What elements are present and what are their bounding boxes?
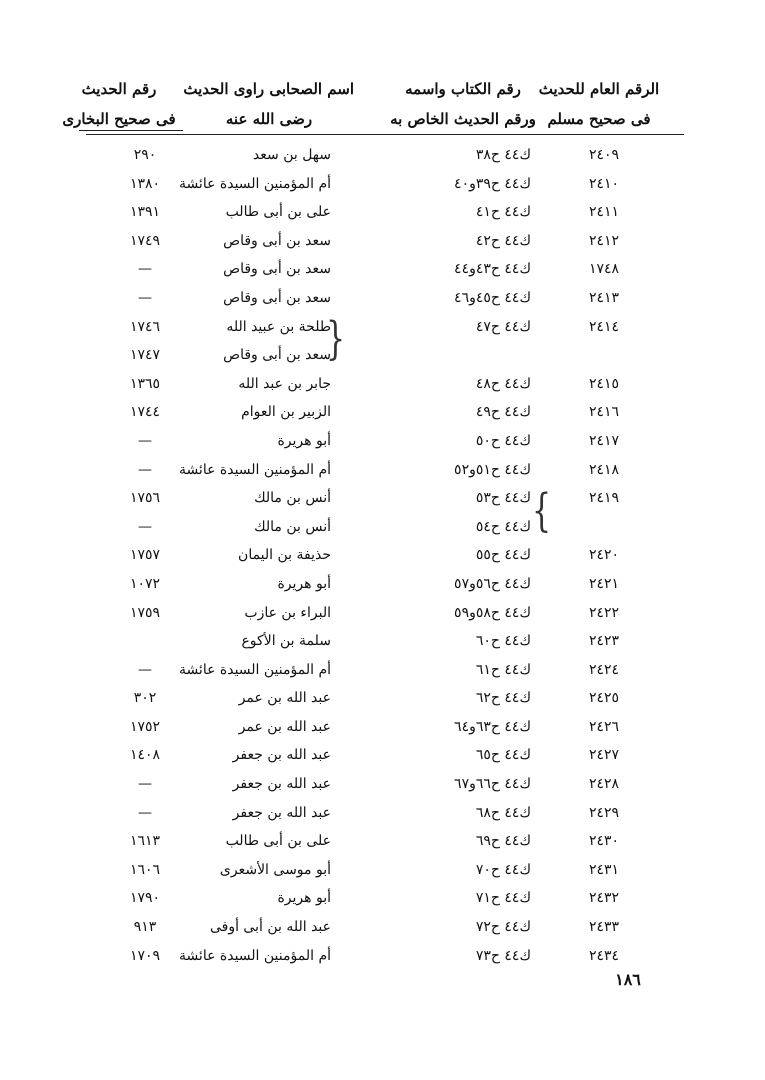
table-row: [0, 513, 765, 542]
general-number-cell: ٢٤١٨: [588, 461, 620, 478]
table-row: [0, 427, 765, 456]
book-hadith-cell: ك٤٤ ح٤٧: [475, 318, 531, 335]
header-general-line2: فى صحيح مسلم: [547, 110, 651, 128]
book-hadith-cell: ك٤٤ ح٧٢: [475, 919, 531, 936]
narrator-cell: سلمة بن الأكوع: [241, 633, 331, 650]
book-hadith-cell: ك٤٤ ح٦٨: [475, 804, 531, 821]
book-hadith-cell: ك٤٤ ح٧٣: [475, 947, 531, 964]
general-number-cell: ٢٤٣٣: [588, 919, 620, 936]
book-hadith-cell: ك٤٤ ح٥٦و٥٧: [454, 575, 531, 592]
table-row: [0, 942, 765, 971]
narrator-cell: سعد بن أبى وقاص: [223, 232, 331, 249]
bukhari-number-cell: ١٠٧٢: [129, 575, 161, 592]
narrator-cell: الزبير بن العوام: [241, 404, 331, 421]
table-row: [0, 284, 765, 313]
book-hadith-cell: ك٤٤ ح٤٥و٤٦: [454, 289, 531, 306]
header-bukhari-line2: فى صحيح البخارى: [62, 110, 176, 128]
table-row: [0, 684, 765, 713]
narrator-cell: عبد الله بن عمر: [238, 690, 331, 707]
book-hadith-cell: ك٤٤ ح٦٢: [475, 690, 531, 707]
bukhari-number-cell: —: [138, 289, 152, 306]
table-row: [0, 913, 765, 942]
general-number-cell: ٢٤٢٧: [588, 747, 620, 764]
general-number-cell: ٢٤١٠: [588, 175, 620, 192]
narrator-cell: عبد الله بن جعفر: [232, 747, 331, 764]
table-row: [0, 170, 765, 199]
table-row: [0, 770, 765, 799]
general-number-cell: ٢٤٢٣: [588, 633, 620, 650]
general-number-cell: ٢٤١٤: [588, 318, 620, 335]
table-row: [0, 255, 765, 284]
book-hadith-cell: ك٤٤ ح٥٠: [475, 432, 531, 449]
general-number-cell: ٢٤١٦: [588, 404, 620, 421]
brace-grouping-narrators: }: [326, 313, 346, 366]
table-row: [0, 341, 765, 370]
general-number-cell: ٢٤١٣: [588, 289, 620, 306]
narrator-cell: عبد الله بن جعفر: [232, 804, 331, 821]
general-number-cell: ٢٤٢٥: [588, 690, 620, 707]
narrator-cell: عبد الله بن أبى أوفى: [209, 919, 331, 936]
book-hadith-cell: ك٤٤ ح٥٤: [475, 518, 531, 535]
bukhari-number-cell: —: [138, 261, 152, 278]
narrator-cell: على بن أبى طالب: [225, 204, 331, 221]
header-book-line2: ورقم الحديث الخاص به: [390, 110, 536, 128]
narrator-cell: عبد الله بن جعفر: [232, 776, 331, 793]
header-narrator-line2: رضى الله عنه: [225, 110, 313, 128]
narrator-cell: سعد بن أبى وقاص: [223, 261, 331, 278]
bukhari-number-cell: ١٧٥٧: [129, 547, 161, 564]
table-row: [0, 141, 765, 170]
narrator-cell: أبو هريرة: [277, 432, 331, 449]
bukhari-number-cell: ١٣٩١: [129, 204, 161, 221]
bukhari-number-cell: ١٧٥٢: [129, 718, 161, 735]
header-book-number: [378, 74, 548, 134]
book-hadith-cell: ك٤٤ ح٤٩: [475, 404, 531, 421]
narrator-cell: سهل بن سعد: [252, 147, 331, 163]
bukhari-number-cell: ١٣٦٥: [129, 375, 161, 392]
table-row: [0, 827, 765, 856]
bukhari-number-cell: —: [138, 776, 152, 793]
bukhari-number-cell: —: [138, 461, 152, 478]
book-hadith-cell: ك٤٤ ح٤٢: [475, 232, 531, 249]
general-number-cell: ٢٤١٢: [588, 232, 620, 249]
bukhari-number-cell: ١٧٤٦: [129, 318, 161, 335]
general-number-cell: ٢٤١٥: [588, 375, 620, 392]
book-hadith-cell: ك٤٤ ح٣٩و٤٠: [454, 175, 531, 192]
table-row: [0, 484, 765, 513]
general-number-cell: ٢٤٢٤: [588, 661, 620, 678]
narrator-cell: أم المؤمنين السيدة عائشة: [178, 175, 331, 192]
general-number-cell: ٢٤١٧: [588, 432, 620, 449]
header-divider-short: [79, 130, 183, 131]
table-row: [0, 627, 765, 656]
table-row: [0, 741, 765, 770]
header-book-line1: رقم الكتاب واسمه: [405, 80, 521, 98]
header-general-line1: الرقم العام للحديث: [538, 80, 660, 98]
table-row: [0, 198, 765, 227]
table-row: [0, 570, 765, 599]
table-row: [0, 313, 765, 342]
book-hadith-cell: ك٤٤ ح٥٥: [475, 547, 531, 564]
bukhari-number-cell: ٣٠٢: [133, 690, 157, 707]
book-hadith-cell: ك٤٤ ح٦٣و٦٤: [454, 718, 531, 735]
table-row: [0, 398, 765, 427]
table-row: [0, 856, 765, 885]
table-row: [0, 656, 765, 685]
bukhari-number-cell: ١٧٥٩: [129, 604, 161, 621]
general-number-cell: ٢٤١١: [588, 204, 620, 221]
bukhari-number-cell: —: [138, 432, 152, 449]
page-number: ١٨٦: [615, 970, 641, 989]
bukhari-number-cell: ١٤٠٨: [129, 747, 161, 764]
narrator-cell: حذيفة بن اليمان: [238, 547, 331, 564]
book-hadith-cell: ك٤٤ ح٥٣: [475, 490, 531, 507]
book-hadith-cell: ك٤٤ ح٥١و٥٢: [454, 461, 531, 478]
book-hadith-cell: ك٤٤ ح٧٠: [475, 861, 531, 878]
general-number-cell: ٢٤٢٨: [588, 776, 620, 793]
general-number-cell: ٢٤٣٠: [588, 833, 620, 850]
general-number-cell: ٢٤٣٢: [588, 890, 620, 907]
table-row: [0, 541, 765, 570]
general-number-cell: ٢٤٢٠: [588, 547, 620, 564]
narrator-cell: جابر بن عبد الله: [238, 375, 331, 392]
book-hadith-cell: ك٤٤ ح٦٥: [475, 747, 531, 764]
general-number-cell: ١٧٤٨: [588, 261, 620, 278]
narrator-cell: سعد بن أبى وقاص: [223, 347, 331, 364]
general-number-cell: ٢٤٣٤: [588, 947, 620, 964]
bukhari-number-cell: ١٧٩٠: [129, 890, 161, 907]
bukhari-number-cell: —: [138, 661, 152, 678]
bukhari-number-cell: ١٦١٣: [129, 833, 161, 850]
general-number-cell: ٢٤٢١: [588, 575, 620, 592]
narrator-cell: أم المؤمنين السيدة عائشة: [178, 947, 331, 964]
general-number-cell: ٢٤٣١: [588, 861, 620, 878]
book-hadith-cell: ك٤٤ ح٥٨و٥٩: [454, 604, 531, 621]
narrator-cell: أبو موسى الأشعرى: [219, 861, 331, 878]
book-hadith-cell: ك٤٤ ح٦٩: [475, 833, 531, 850]
table-row: [0, 456, 765, 485]
narrator-cell: على بن أبى طالب: [225, 833, 331, 850]
bukhari-number-cell: ١٧٥٦: [129, 490, 161, 507]
book-hadith-cell: ك٤٤ ح٣٨: [475, 147, 531, 163]
brace-grouping-books: {: [532, 485, 552, 538]
book-hadith-cell: ك٤٤ ح٦٦و٦٧: [454, 776, 531, 793]
general-number-cell: ٢٤٠٩: [588, 147, 620, 163]
narrator-cell: أبو هريرة: [277, 890, 331, 907]
general-number-cell: ٢٤٢٩: [588, 804, 620, 821]
header-divider: [86, 134, 684, 135]
general-number-cell: ٢٤٢٦: [588, 718, 620, 735]
bukhari-number-cell: —: [138, 804, 152, 821]
book-hadith-cell: ك٤٤ ح٤٣و٤٤: [454, 261, 531, 278]
header-bukhari-number: [56, 74, 182, 134]
book-hadith-cell: ك٤٤ ح٦٠: [475, 633, 531, 650]
hadith-table: [0, 141, 765, 970]
narrator-cell: أم المؤمنين السيدة عائشة: [178, 661, 331, 678]
general-number-cell: ٢٤٢٢: [588, 604, 620, 621]
table-row: [0, 370, 765, 399]
book-hadith-cell: ك٤٤ ح٦١: [475, 661, 531, 678]
bukhari-number-cell: ١٧٤٤: [129, 404, 161, 421]
header-narrator-line1: اسم الصحابى راوى الحديث: [183, 80, 354, 98]
bukhari-number-cell: ١٧٤٧: [129, 347, 161, 364]
table-row: [0, 227, 765, 256]
table-row: [0, 713, 765, 742]
header-narrator: [184, 74, 354, 134]
bukhari-number-cell: ١٣٨٠: [129, 175, 161, 192]
narrator-cell: أبو هريرة: [277, 575, 331, 592]
bukhari-number-cell: ١٧٤٩: [129, 232, 161, 249]
narrator-cell: عبد الله بن عمر: [238, 718, 331, 735]
book-hadith-cell: ك٤٤ ح٧١: [475, 890, 531, 907]
narrator-cell: أنس بن مالك: [254, 490, 331, 507]
book-hadith-cell: ك٤٤ ح٤١: [475, 204, 531, 221]
bukhari-number-cell: ١٦٠٦: [129, 861, 161, 878]
bukhari-number-cell: ٢٩٠: [133, 147, 157, 163]
bukhari-number-cell: ٩١٣: [133, 919, 157, 936]
table-row: [0, 799, 765, 828]
book-hadith-cell: ك٤٤ ح٤٨: [475, 375, 531, 392]
bukhari-number-cell: ١٧٠٩: [129, 947, 161, 964]
header-bukhari-line1: رقم الحديث: [81, 80, 157, 98]
general-number-cell: ٢٤١٩: [588, 490, 620, 507]
narrator-cell: أم المؤمنين السيدة عائشة: [178, 461, 331, 478]
table-row: [0, 599, 765, 628]
table-row: [0, 884, 765, 913]
narrator-cell: أنس بن مالك: [254, 518, 331, 535]
narrator-cell: طلحة بن عبيد الله: [226, 318, 331, 335]
narrator-cell: سعد بن أبى وقاص: [223, 289, 331, 306]
narrator-cell: البراء بن عازب: [244, 604, 331, 621]
bukhari-number-cell: —: [138, 518, 152, 535]
